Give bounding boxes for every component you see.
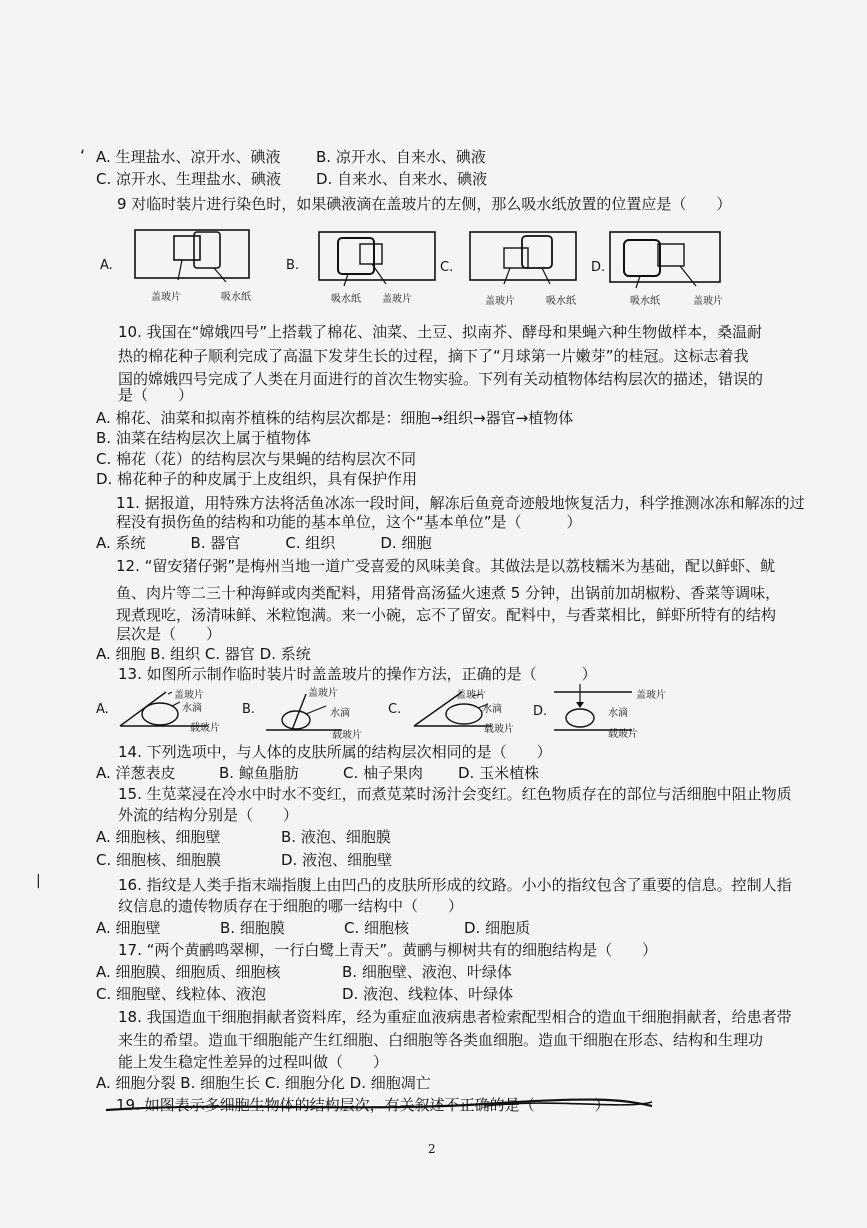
q15-options-row-1 (96, 828, 391, 846)
q13-stem: 13. 如图所示制作临时装片时盖盖玻片的操作方法，正确的是（ ） (118, 665, 597, 683)
q16-options-row (96, 919, 530, 937)
q11-line-1: 11. 据报道，用特殊方法将活鱼冰冻一段时间，解冻后鱼竟奇迹般地恢复活力，科学推测冰冻和解冻的过 (116, 494, 805, 512)
q13-d-label-slide: 载玻片 (608, 729, 638, 740)
q17-option-c: C. 细胞壁、线粒体、液泡 (96, 985, 267, 1003)
q10-line-2: 热的棉花种子顺利完成了高温下发芽生长的过程，摘下了“月球第一片嫩芽”的桂冠。这标志着我 (118, 347, 749, 365)
q12-line-3: 现煮现吃，汤清味鲜、米粒饱满。来一小碗，忘不了留安。配料中，与香菜相比，鲜虾所特有的结构 (116, 606, 777, 624)
q16-option-b: B. 细胞膜 (220, 919, 285, 937)
q13-b-label-cover: 盖玻片 (308, 688, 338, 699)
pen-mark: ‘ (80, 146, 86, 165)
q14-option-a: A. 洋葱表皮 (96, 764, 176, 782)
q17-stem: 17. “两个黄鹂鸣翠柳，一行白鹭上青天”。黄鹂与柳树共有的细胞结构是（ ） (118, 941, 658, 959)
q12-line-2: 鱼、肉片等二三十种海鲜或肉类配料，用猪骨高汤猛火速煮 5 分钟，出锅前加胡椒粉、香菜等调味， (116, 584, 781, 602)
q16-line-2: 纹信息的遗传物质存在于细胞的哪一结构中（ ） (118, 897, 464, 915)
q9-d-letter: D. (591, 260, 606, 275)
q16-option-c: C. 细胞核 (344, 919, 410, 937)
q8-option-d: D. 自来水、自来水、碘液 (316, 170, 488, 188)
q18-line-3: 能上发生稳定性差异的过程叫做（ ） (118, 1053, 389, 1071)
q16-option-d: D. 细胞质 (464, 919, 531, 937)
q15-option-c: C. 细胞核、细胞膜 (96, 851, 222, 869)
q9-a-letter: A. (100, 258, 113, 273)
q9-b-left-label: 吸水纸 (331, 294, 361, 305)
q13-a-label-cover: 盖玻片 (174, 690, 204, 701)
q13-c-label-cover: 盖玻片 (456, 690, 486, 701)
q15-line-1: 15. 生苋菜浸在冷水中时水不变红，而煮苋菜时汤汁会变红。红色物质存在的部位与活细胞中阻止物质 (118, 785, 792, 803)
q14-option-d: D. 玉米植株 (458, 764, 540, 782)
q15-option-d: D. 液泡、细胞壁 (281, 851, 393, 869)
q18-line-1: 18. 我国造血干细胞捐献者资料库，经为重症血液病患者检索配型相合的造血干细胞捐献者，给患者带 (118, 1008, 792, 1026)
q13-d-label-drop: 水滴 (608, 708, 628, 719)
q10-line-3: 国的嫦娥四号完成了人类在月面进行的首次生物实验。下列有关动植物体结构层次的描述，错误的 (118, 370, 764, 388)
q17-option-b: B. 细胞壁、液泡、叶绿体 (342, 963, 512, 981)
q11-options: A. 系统 B. 器官 C. 组织 D. 细胞 (96, 534, 432, 552)
q13-b-label-slide: 载玻片 (332, 730, 362, 741)
q9-figure-d (610, 232, 720, 288)
q8-options-row-1 (96, 148, 486, 166)
q9-c-left-label: 盖玻片 (485, 296, 515, 307)
strikethrough-scribble (104, 1096, 704, 1116)
q13-b-label-drop: 水滴 (330, 708, 350, 719)
q10-line-1: 10. 我国在“嫦娥四号”上搭载了棉花、油菜、土豆、拟南芥、酵母和果蝇六种生物做样本，桑温耐 (118, 323, 763, 341)
margin-mark: | (36, 873, 41, 889)
q13-b-letter: B. (242, 702, 256, 717)
q13-d-label-cover: 盖玻片 (636, 690, 666, 701)
q15-option-b: B. 液泡、细胞膜 (281, 828, 391, 846)
q8-option-c: C. 凉开水、生理盐水、碘液 (96, 170, 282, 188)
q13-c-letter: C. (388, 702, 402, 717)
q8-option-b: B. 凉开水、自来水、碘液 (316, 148, 486, 166)
q9-b-right-label: 盖玻片 (382, 294, 412, 305)
q10-option-b: B. 油菜在结构层次上属于植物体 (96, 429, 311, 447)
q13-d-letter: D. (533, 704, 548, 719)
q10-option-c: C. 棉花（花）的结构层次与果蝇的结构层次不同 (96, 450, 417, 468)
q9-b-letter: B. (286, 258, 300, 273)
q13-c-label-drop: 水滴 (482, 704, 502, 715)
q10-option-a: A. 棉花、油菜和拟南芥植株的结构层次都是：细胞→组织→器官→植物体 (96, 409, 574, 427)
q14-options-row (96, 764, 539, 782)
q15-options-row-2 (96, 851, 392, 869)
q8-options-row-2 (96, 170, 487, 188)
q14-stem: 14. 下列选项中，与人体的皮肤所属的结构层次相同的是（ ） (118, 743, 552, 761)
q12-line-4: 层次是（ ） (116, 625, 222, 643)
q13-a-label-drop: 水滴 (182, 703, 202, 714)
q17-options-row-2 (96, 985, 513, 1003)
q13-a-label-slide: 载玻片 (190, 723, 220, 734)
q14-option-c: C. 柚子果肉 (343, 764, 424, 782)
q17-options-row-1 (96, 963, 512, 981)
q9-figure-c (470, 232, 576, 284)
q15-line-2: 外流的结构分别是（ ） (118, 806, 299, 824)
q10-option-d: D. 棉花种子的种皮属于上皮组织，具有保护作用 (96, 470, 418, 488)
q16-option-a: A. 细胞壁 (96, 919, 161, 937)
q19-stem: 19. 如图表示多细胞生物体的结构层次，有关叙述不正确的是（ ） (116, 1096, 610, 1114)
q10-line-4: 是（ ） (118, 386, 194, 404)
q9-figure-b (319, 232, 435, 286)
q9-d-left-label: 吸水纸 (630, 296, 660, 307)
q12-options: A. 细胞 B. 组织 C. 器官 D. 系统 (96, 645, 311, 663)
q12-line-1: 12. “留安猪仔粥”是梅州当地一道广受喜爱的风味美食。其做法是以荔枝糯米为基础，配以鲜虾、鱿 (116, 557, 776, 575)
q14-option-b: B. 鲸鱼脂肪 (219, 764, 299, 782)
q18-line-2: 来生的希望。造血干细胞能产生红细胞、白细胞等各类血细胞。造血干细胞在形态、结构和生理功 (118, 1031, 764, 1049)
page-number: 2 (428, 1142, 436, 1156)
q11-line-2: 程没有损伤鱼的结构和功能的基本单位，这个“基本单位”是（ ） (116, 513, 582, 531)
q13-a-letter: A. (96, 702, 109, 717)
q9-d-right-label: 盖玻片 (693, 296, 723, 307)
q17-option-a: A. 细胞膜、细胞质、细胞核 (96, 963, 281, 981)
q15-option-a: A. 细胞核、细胞壁 (96, 828, 221, 846)
q8-option-a: A. 生理盐水、凉开水、碘液 (96, 148, 281, 166)
q18-options: A. 细胞分裂 B. 细胞生长 C. 细胞分化 D. 细胞凋亡 (96, 1074, 431, 1092)
q9-stem: 9 对临时装片进行染色时，如果碘液滴在盖玻片的左侧，那么吸水纸放置的位置应是（ ） (117, 195, 732, 213)
q9-c-letter: C. (440, 260, 454, 275)
q9-c-right-label: 吸水纸 (546, 296, 576, 307)
q9-a-right-label: 吸水纸 (221, 292, 251, 303)
q9-a-left-label: 盖玻片 (151, 292, 181, 303)
q9-figure-a (135, 230, 249, 282)
q13-c-label-slide: 载玻片 (484, 724, 514, 735)
q16-line-1: 16. 指纹是人类手指末端指腹上由凹凸的皮肤所形成的纹路。小小的指纹包含了重要的信息。控制人指 (118, 876, 792, 894)
q17-option-d: D. 液泡、线粒体、叶绿体 (342, 985, 514, 1003)
